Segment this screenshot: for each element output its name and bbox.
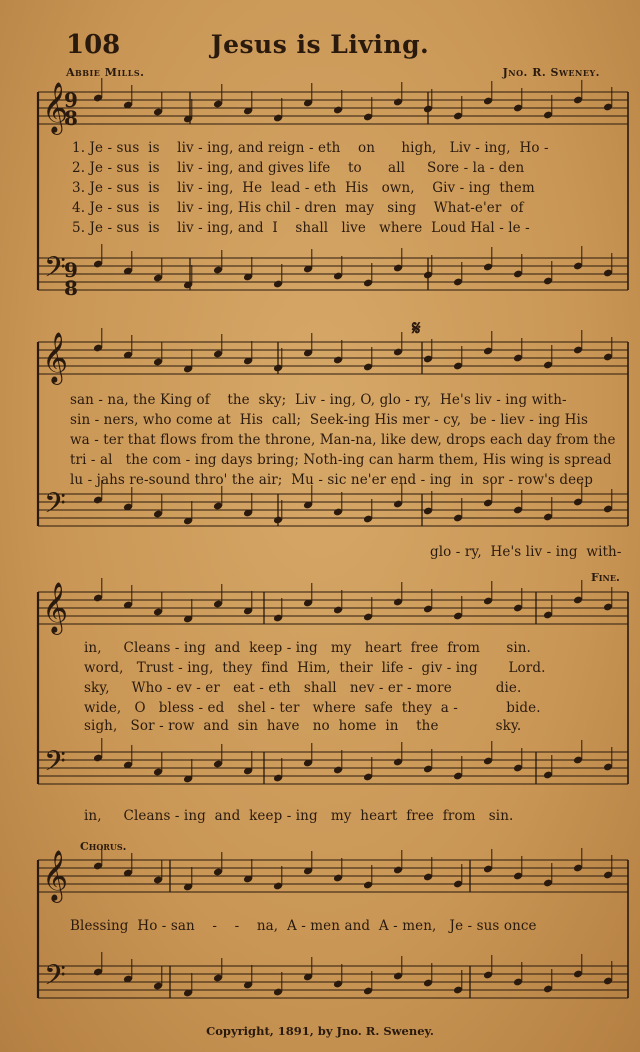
system1-verse-4: 4. Je - sus is liv - ing, His chil - dren may sing What-e'er of	[72, 200, 524, 216]
system3-verse-3: sky, Who - ev - er eat - eth shall nev - er - more die.	[84, 680, 522, 696]
time-signature-bottom-treble: 8	[64, 106, 79, 130]
system2-verse-5: lu - jahs re-sound thro' the air; Mu - sic ne'er end - ing in sor - row's deep	[70, 472, 594, 488]
system3-bass-lyric: in, Cleans - ing and keep - ing my heart free from sin.	[84, 808, 514, 824]
system2-verse-2: sin - ners, who come at His call; Seek-ing His mer - cy, be - liev - ing His	[70, 412, 588, 428]
hymn-title: Jesus is Living.	[210, 30, 430, 59]
time-signature-bottom-bass: 8	[64, 276, 79, 300]
system2-bass-lyric: glo - ry, He's liv - ing with-	[430, 544, 622, 560]
copyright-notice: Copyright, 1891, by Jno. R. Sweney.	[206, 1024, 434, 1038]
author-credit: Abbie Mills.	[66, 66, 145, 79]
bass-clef-icon: 𝄢	[44, 959, 66, 999]
segno-mark: 𝄋	[412, 316, 421, 340]
system3-verse-1: in, Cleans - ing and keep - ing my heart free from sin.	[84, 640, 531, 656]
system2-verse-4: tri - al the com - ing days bring; Noth-ing can harm them, His wing is spread	[70, 452, 612, 468]
fine-mark: Fine.	[591, 571, 620, 584]
system3-verse-5: sigh, Sor - row and sin have no home in the sky.	[84, 718, 522, 734]
composer-credit: Jno. R. Sweney.	[502, 66, 600, 79]
system2-verse-3: wa - ter that flows from the throne, Man-na, like dew, drops each day from the	[70, 432, 616, 448]
system1-verse-5: 5. Je - sus is liv - ing, and I shall live where Loud Hal - le -	[72, 220, 530, 236]
time-signature-top-treble: 9	[64, 88, 79, 112]
system2-verse-1: san - na, the King of the sky; Liv - ing, O, glo - ry, He's liv - ing with-	[70, 392, 567, 408]
bass-clef-icon: 𝄢	[44, 487, 66, 527]
treble-clef-icon: 𝄞	[42, 582, 69, 633]
system3-verse-2: word, Trust - ing, they find Him, their life - giv - ing Lord.	[84, 660, 546, 676]
treble-clef-icon: 𝄞	[42, 82, 69, 133]
system4-verse-1: Blessing Ho - san - - na, A - men and A - men, Je - sus once	[70, 918, 537, 934]
system1-verse-3: 3. Je - sus is liv - ing, He lead - eth His own, Giv - ing them	[72, 180, 535, 196]
treble-clef-icon: 𝄞	[42, 332, 69, 383]
bass-clef-icon: 𝄢	[44, 251, 66, 291]
hymn-number: 108	[66, 30, 121, 60]
system1-verse-2: 2. Je - sus is liv - ing, and gives life to all Sore - la - den	[72, 160, 525, 176]
chorus-mark: Chorus.	[80, 840, 127, 853]
system3-verse-4: wide, O bless - ed shel - ter where safe they a - bide.	[84, 700, 541, 716]
system1-verse-1: 1. Je - sus is liv - ing, and reign - eth on high, Liv - ing, Ho -	[72, 140, 549, 156]
time-signature-top-bass: 9	[64, 258, 79, 282]
treble-clef-icon: 𝄞	[42, 850, 69, 901]
bass-clef-icon: 𝄢	[44, 745, 66, 785]
